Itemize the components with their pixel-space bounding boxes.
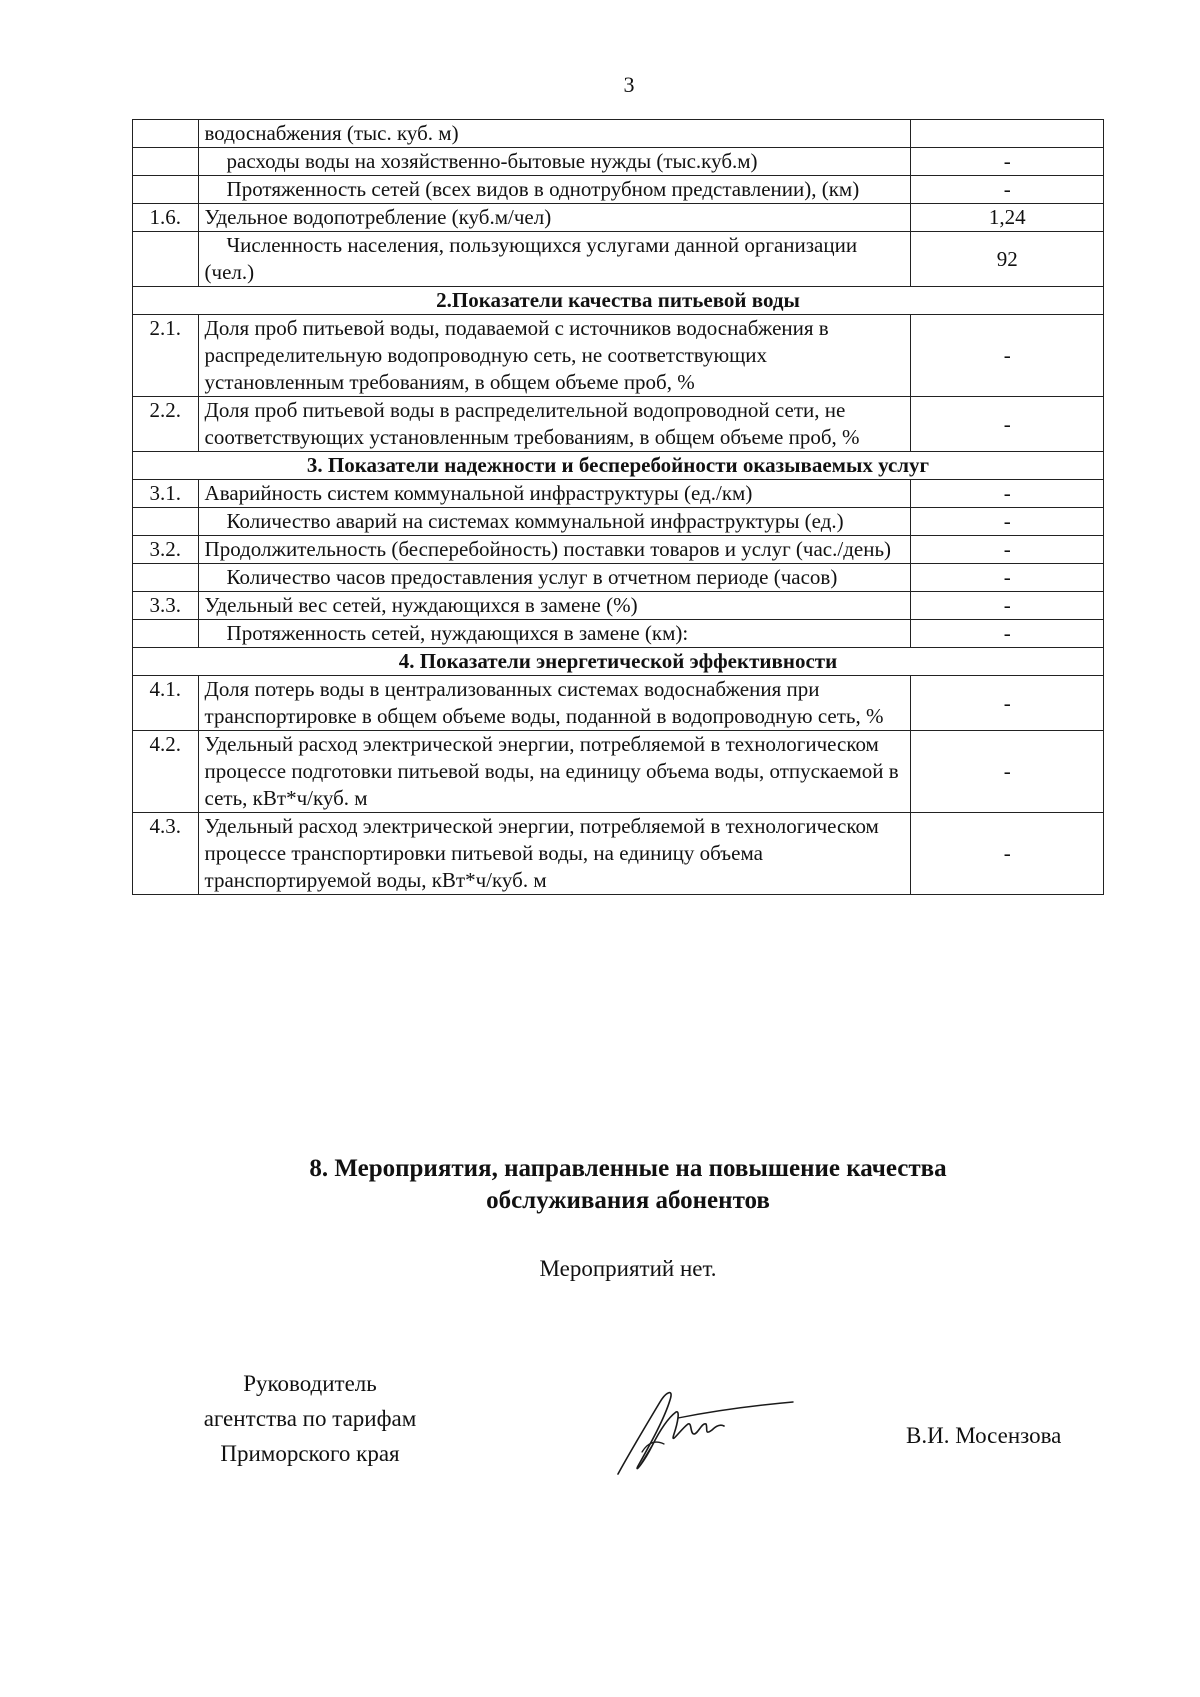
row-number: 3.1. [133,480,199,508]
row-value: - [911,592,1104,620]
section-8-heading-line2: обслуживания абонентов [486,1187,770,1214]
table-row [133,731,1104,813]
row-number: 3.2. [133,536,199,564]
row-number: 4.1. [133,676,199,731]
row-value: - [911,564,1104,592]
row-value: - [911,176,1104,204]
row-number: 2.2. [133,397,199,452]
row-value [911,120,1104,148]
row-value: - [911,731,1104,813]
row-number: 4.2. [133,731,199,813]
row-description: Количество часов предоставления услуг в отчетном периоде (часов) [198,564,911,592]
row-description: Продолжительность (бесперебойность) поставки товаров и услуг (час./день) [198,536,911,564]
row-value: - [911,397,1104,452]
row-description: Доля проб питьевой воды в распределительной водопроводной сети, не соответствующих установленным требованиям, в общем объеме проб, % [198,397,911,452]
signatory-name: В.И. Мосензова [906,1423,1062,1448]
section-title: 3. Показатели надежности и бесперебойности оказываемых услуг [133,452,1104,480]
row-value: - [911,813,1104,895]
row-number [133,148,199,176]
row-value: - [911,315,1104,397]
row-description: Аварийность систем коммунальной инфраструктуры (ед./км) [198,480,911,508]
table-row [133,120,1104,148]
row-description: Удельное водопотребление (куб.м/чел) [198,204,911,232]
signatory-title [160,1366,460,1471]
table-row [133,620,1104,648]
table-row [133,480,1104,508]
row-number [133,620,199,648]
row-description: Численность населения, пользующихся услугами данной организации (чел.) [198,232,911,287]
table-row [133,176,1104,204]
row-description: Удельный расход электрической энергии, потребляемой в технологическом процессе транспортировки питьевой воды, на единицу объема транспортируемой воды, кВт*ч/куб. м [198,813,911,895]
row-value: - [911,620,1104,648]
table-row [133,813,1104,895]
row-description: Протяженность сетей (всех видов в однотрубном представлении), (км) [198,176,911,204]
table-row [133,564,1104,592]
page-number: 3 [623,72,635,97]
table-row [133,148,1104,176]
row-number [133,120,199,148]
table-row [133,536,1104,564]
row-number [133,176,199,204]
section-8-heading [130,1153,1126,1217]
table-row [133,592,1104,620]
row-value: - [911,480,1104,508]
row-description: расходы воды на хозяйственно-бытовые нужды (тыс.куб.м) [198,148,911,176]
row-description: Доля потерь воды в централизованных системах водоснабжения при транспортировке в общем объеме воды, поданной в водопроводную сеть, % [198,676,911,731]
signatory-title-line1: Руководитель [243,1371,377,1396]
row-value: - [911,536,1104,564]
row-description: водоснабжения (тыс. куб. м) [198,120,911,148]
table-row [133,676,1104,731]
row-description: Удельный вес сетей, нуждающихся в замене (%) [198,592,911,620]
row-value: - [911,676,1104,731]
section-row [133,452,1104,480]
indicators-table [132,119,1104,895]
table-row [133,315,1104,397]
section-row [133,287,1104,315]
row-number [133,232,199,287]
row-value: - [911,148,1104,176]
signatory-title-line3: Приморского края [220,1441,400,1466]
indicators-table-body [133,120,1104,895]
row-number: 2.1. [133,315,199,397]
row-description: Доля проб питьевой воды, подаваемой с источников водоснабжения в распределительную водопроводную сеть, не соответствующих установленным требованиям, в общем объеме проб, % [198,315,911,397]
row-value: 92 [911,232,1104,287]
row-value: 1,24 [911,204,1104,232]
table-row [133,204,1104,232]
signatory-title-line2: агентства по тарифам [203,1406,417,1431]
row-number: 3.3. [133,592,199,620]
row-value: - [911,508,1104,536]
section-row [133,648,1104,676]
section-8-heading-line1: 8. Мероприятия, направленные на повышение качества [309,1155,947,1182]
section-title: 2.Показатели качества питьевой воды [133,287,1104,315]
row-number [133,508,199,536]
no-measures-text: Мероприятий нет. [539,1256,717,1281]
row-number [133,564,199,592]
section-title: 4. Показатели энергетической эффективности [133,648,1104,676]
row-description: Количество аварий на системах коммунальной инфраструктуры (ед.) [198,508,911,536]
handwritten-signature [608,1382,798,1482]
row-number: 1.6. [133,204,199,232]
table-row [133,232,1104,287]
row-description: Протяженность сетей, нуждающихся в замене (км): [198,620,911,648]
row-description: Удельный расход электрической энергии, потребляемой в технологическом процессе подготовки питьевой воды, на единицу объема воды, отпускаемой в сеть, кВт*ч/куб. м [198,731,911,813]
table-row [133,397,1104,452]
row-number: 4.3. [133,813,199,895]
table-row [133,508,1104,536]
